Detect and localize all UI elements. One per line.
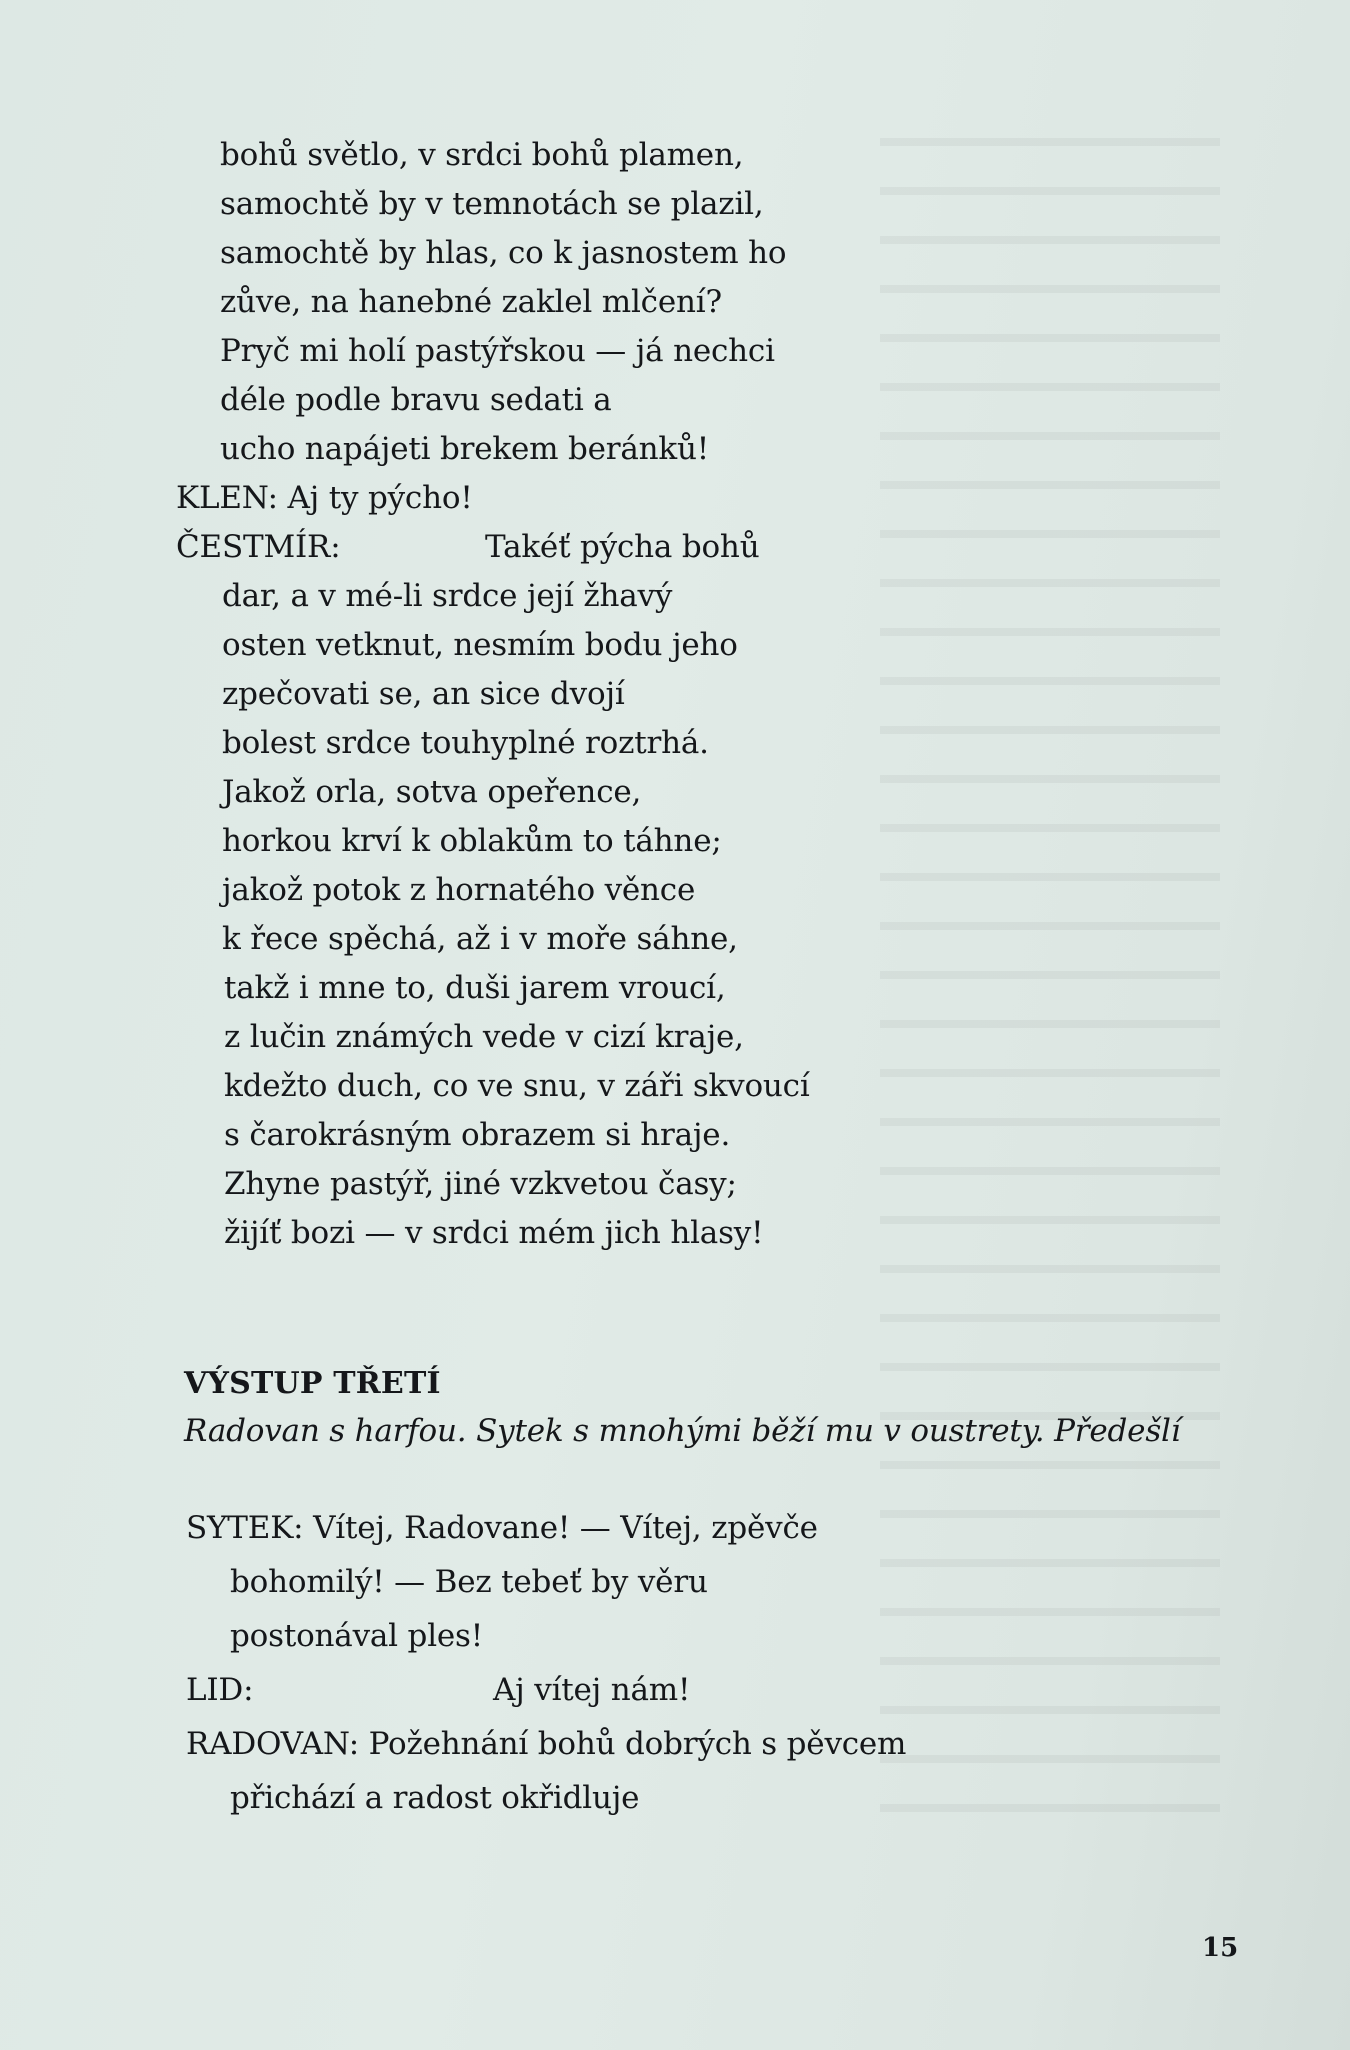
verse-line: Aj vítej nám! — [493, 1672, 691, 1708]
verse-line: s čarokrásným obrazem si hraje. — [224, 1117, 731, 1153]
verse-line: zůve, na hanebné zaklel mlčení? — [220, 284, 722, 320]
verse-line: zpečovati se, an sice dvojí — [222, 676, 625, 712]
verse-line: bolest srdce touhyplné roztrhá. — [222, 725, 709, 761]
verse-line: ucho napájeti brekem beránků! — [220, 431, 710, 467]
verse-line: Pryč mi holí pastýřskou — já nechci — [220, 333, 775, 369]
speaker-line-sytek: SYTEK: Vítej, Radovane! — Vítej, zpěvče — [186, 1510, 818, 1546]
verse-line: dar, a v mé-li srdce její žhavý — [222, 578, 673, 614]
scene-heading: VÝSTUP TŘETÍ — [184, 1366, 441, 1401]
verse-line: Jakož orla, sotva opeřence, — [222, 774, 642, 810]
speaker-line-radovan: RADOVAN: Požehnání bohů dobrých s pěvcem — [186, 1726, 907, 1762]
show-through-text — [880, 120, 1220, 1820]
verse-line: bohů světlo, v srdci bohů plamen, — [220, 137, 744, 173]
verse-line: déle podle bravu sedati a — [220, 382, 612, 418]
verse-line: osten vetknut, nesmím bodu jeho — [222, 627, 738, 663]
verse-line: takž i mne to, duši jarem vroucí, — [224, 970, 726, 1006]
verse-line: Takéť pýcha bohů — [485, 529, 760, 565]
speaker-line-klen: KLEN: Aj ty pýcho! — [176, 480, 473, 516]
verse-line: postonával ples! — [230, 1618, 484, 1654]
verse-line: přichází a radost okřidluje — [230, 1780, 640, 1816]
verse-line: bohomilý! — Bez tebeť by věru — [230, 1564, 708, 1600]
verse-line: z lučin známých vede v cizí kraje, — [224, 1019, 744, 1055]
stage-direction: Radovan s harfou. Sytek s mnohými běží mu v oustrety. Předešlí — [184, 1413, 1181, 1449]
verse-line: horkou krví k oblakům to táhne; — [222, 823, 722, 859]
verse-line: Zhyne pastýř, jiné vzkvetou časy; — [224, 1166, 737, 1202]
speaker-name-cestmir: ČESTMÍR: — [176, 529, 341, 565]
verse-line: kdežto duch, co ve snu, v záři skvoucí — [224, 1068, 810, 1104]
verse-line: jakož potok z hornatého věnce — [222, 872, 696, 908]
page-number: 15 — [1202, 1933, 1239, 1963]
verse-line: žijíť bozi — v srdci mém jich hlasy! — [224, 1215, 764, 1251]
verse-line: samochtě by v temnotách se plazil, — [220, 186, 764, 222]
verse-line: k řece spěchá, až i v moře sáhne, — [222, 921, 738, 957]
speaker-name-lid: LID: — [186, 1672, 254, 1708]
verse-line: samochtě by hlas, co k jasnostem ho — [220, 235, 787, 271]
